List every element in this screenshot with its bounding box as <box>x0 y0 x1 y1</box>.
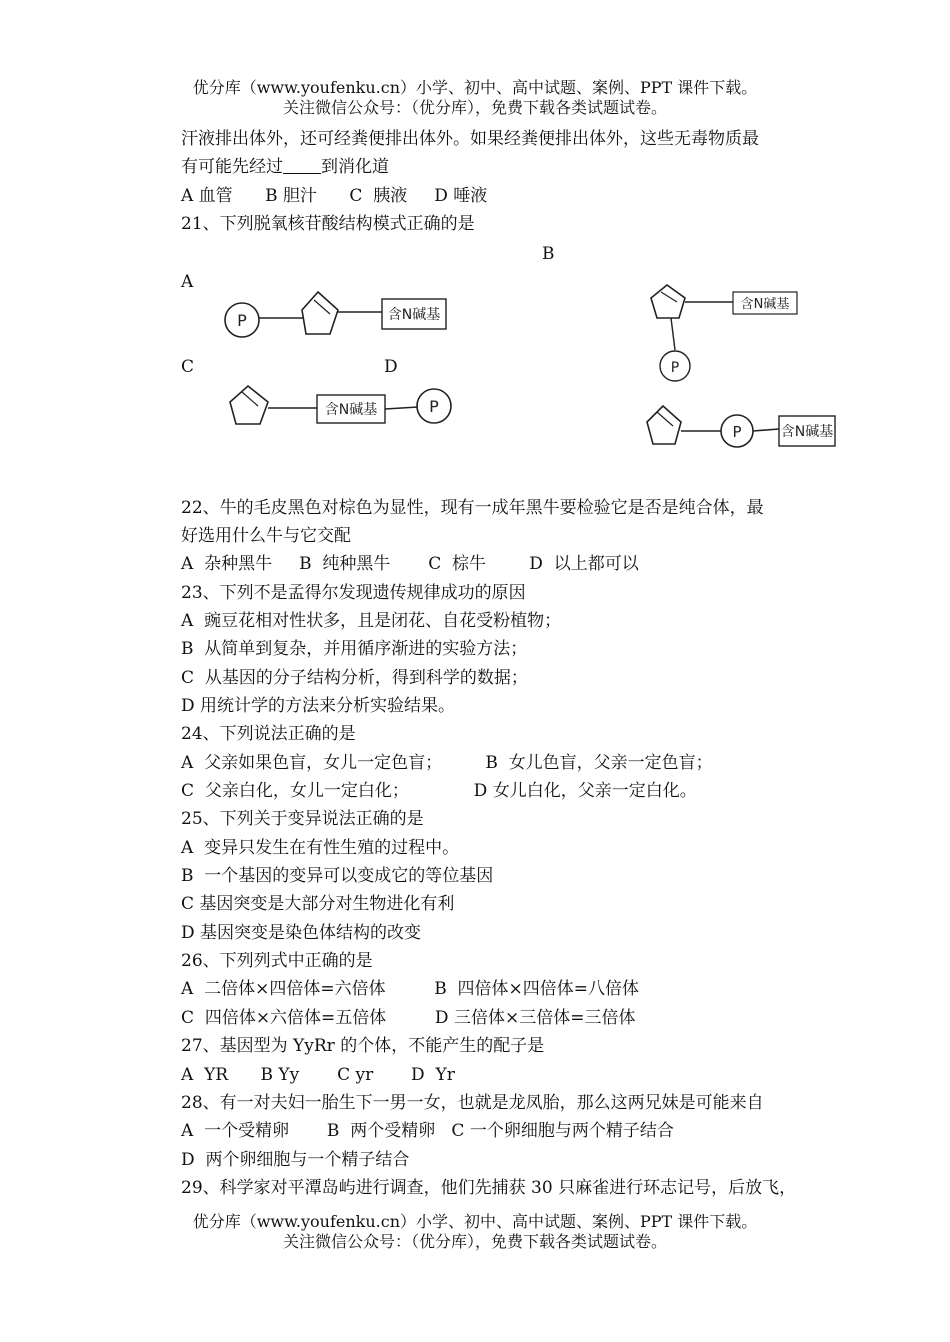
sugar-inner-line <box>661 292 677 302</box>
header-line-1: 优分库（www.youfenku.cn）小学、初中、高中试题、案例、PPT 课件下载。 <box>192 78 758 97</box>
phosphate-label: P <box>732 423 742 441</box>
q23-option-d: D 用统计学的方法来分析实验结果。 <box>181 696 456 716</box>
sugar-inner-line <box>657 412 673 426</box>
q25-stem: 25、下列关于变异说法正确的是 <box>181 809 424 829</box>
base-label: 含N碱基 <box>740 297 790 312</box>
q23-option-a: A 豌豆花相对性状多，且是闭花、自花受粉植物； <box>181 611 562 631</box>
q23-stem: 23、下列不是孟得尔发现遗传规律成功的原因 <box>181 583 526 603</box>
q21-label-c: C <box>181 357 195 377</box>
q25-option-d: D 基因突变是染色体结构的改变 <box>181 923 422 943</box>
q20-line-2 <box>181 156 389 178</box>
q22-options: A 杂种黑牛 B 纯种黑牛 C 棕牛 D 以上都可以 <box>181 554 639 574</box>
q21-label-d: D <box>384 357 398 377</box>
q26-options-ab: A 二倍体×四倍体=六倍体 B 四倍体×四倍体=八倍体 <box>181 979 639 999</box>
q26-stem: 26、下列列式中正确的是 <box>181 951 373 971</box>
q20-line-1: 汗液排出体外，还可经粪便排出体外。如果经粪便排出体外，这些无毒物质最 <box>181 129 759 149</box>
q24-options-cd: C 父亲白化，女儿一定白化； D 女儿白化，父亲一定白化。 <box>181 781 697 801</box>
q25-option-a: A 变异只发生在有性生殖的过程中。 <box>181 838 460 858</box>
answer-blank <box>283 157 321 174</box>
phosphate-label: P <box>237 311 247 330</box>
sugar-pentagon <box>651 285 685 318</box>
base-label: 含N碱基 <box>780 424 834 440</box>
bond-line <box>753 429 779 431</box>
q28-stem: 28、有一对夫妇一胎生下一男一女，也就是龙凤胎，那么这两兄妹是可能来自 <box>181 1093 764 1113</box>
q22-line-1: 22、牛的毛皮黑色对棕色为显性，现有一成年黑牛要检验它是否是纯合体，最 <box>181 498 764 518</box>
sugar-inner-line <box>314 300 330 314</box>
q22-line-2: 好选用什么牛与它交配 <box>181 526 351 546</box>
sugar-pentagon <box>647 406 681 444</box>
q24-options-ab: A 父亲如果色盲，女儿一定色盲； B 女儿色盲，父亲一定色盲； <box>181 753 713 773</box>
phosphate-label: P <box>670 360 680 376</box>
q28-option-d: D 两个卵细胞与一个精子结合 <box>181 1150 410 1170</box>
q23-option-b: B 从简单到复杂，并用循序渐进的实验方法； <box>181 639 528 659</box>
q28-options-abc: A 一个受精卵 B 两个受精卵 C 一个卵细胞与两个精子结合 <box>181 1121 674 1141</box>
q20-line-2-post: 到消化道 <box>321 157 389 177</box>
bond-line <box>671 318 675 350</box>
footer-line-1: 优分库（www.youfenku.cn）小学、初中、高中试题、案例、PPT 课件下载。 <box>192 1212 758 1231</box>
q21-stem: 21、下列脱氧核苷酸结构模式正确的是 <box>181 214 475 234</box>
diagram-c <box>222 382 462 434</box>
q25-option-c: C 基因突变是大部分对生物进化有利 <box>181 894 455 914</box>
q27-options: A YR B Yy C yr D Yr <box>181 1065 455 1085</box>
q21-label-a: A <box>181 272 194 292</box>
base-label: 含N碱基 <box>324 402 378 418</box>
diagram-a <box>220 280 460 350</box>
q21-label-b: B <box>542 244 555 264</box>
sugar-pentagon <box>230 386 268 424</box>
q29-stem: 29、科学家对平潭岛屿进行调查，他们先捕获 30 只麻雀进行环志记号，后放飞， <box>181 1178 797 1198</box>
phosphate-label: P <box>429 397 439 416</box>
q20-options: A 血管 B 胆汁 C 胰液 D 唾液 <box>181 186 488 206</box>
q23-option-c: C 从基因的分子结构分析，得到科学的数据； <box>181 668 528 688</box>
q27-stem: 27、基因型为 YyRr 的个体，不能产生的配子是 <box>181 1036 545 1056</box>
sugar-pentagon <box>302 292 338 334</box>
base-label: 含N碱基 <box>387 307 441 323</box>
q24-stem: 24、下列说法正确的是 <box>181 724 356 744</box>
q26-options-cd: C 四倍体×六倍体=五倍体 D 三倍体×三倍体=三倍体 <box>181 1008 636 1028</box>
diagram-d <box>645 402 845 454</box>
footer-line-2: 关注微信公众号：（优分库），免费下载各类试题试卷。 <box>282 1232 667 1251</box>
q20-line-2-pre: 有可能先经过 <box>181 157 283 177</box>
sugar-inner-line <box>242 392 258 406</box>
diagram-b <box>645 280 805 385</box>
bond-line <box>385 407 418 409</box>
q25-option-b: B 一个基因的变异可以变成它的等位基因 <box>181 866 494 886</box>
header-line-2: 关注微信公众号：（优分库），免费下载各类试题试卷。 <box>282 98 667 117</box>
